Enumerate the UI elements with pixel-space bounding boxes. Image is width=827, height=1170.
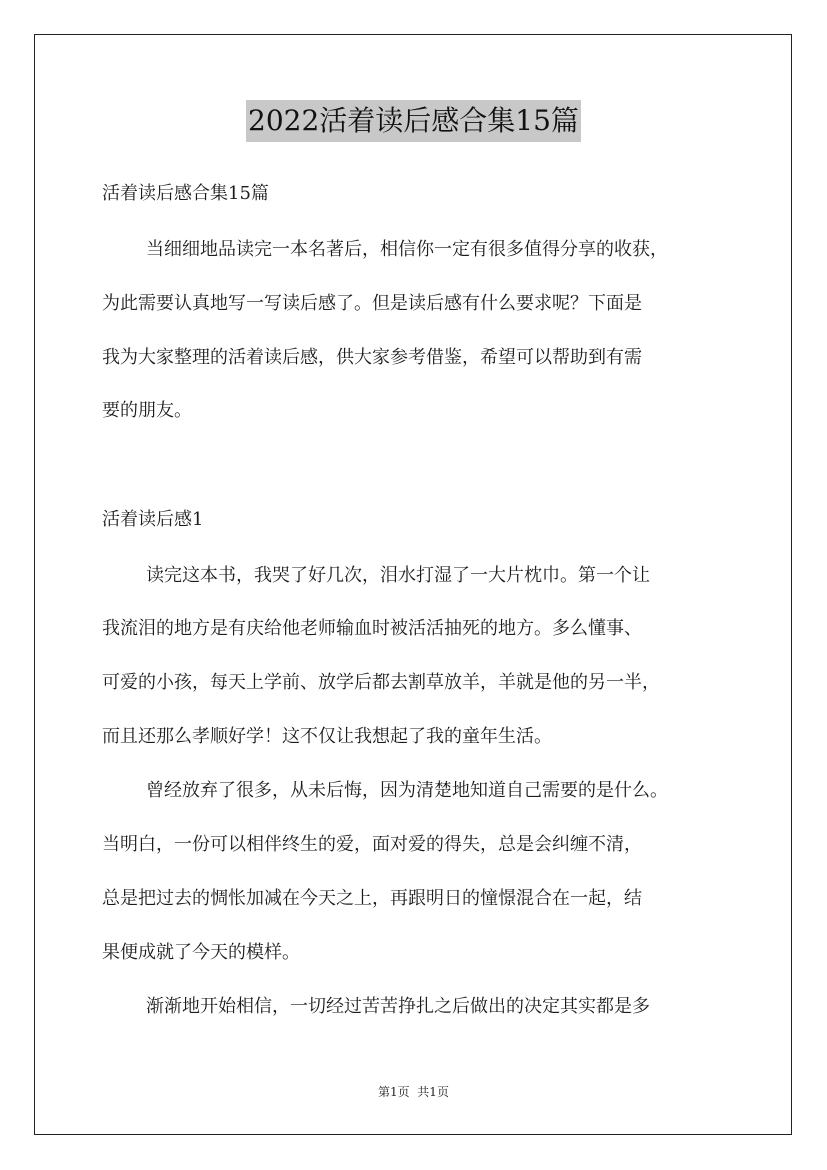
section-heading: 活着读后感1 [102, 509, 204, 530]
intro-line: 当细细地品读完一本名著后，相信你一定有很多值得分享的收获， [146, 239, 668, 260]
paragraph-line: 而且还那么孝顺好学！这不仅让我想起了我的童年生活。 [102, 726, 552, 747]
paragraph-line: 当明白，一份可以相伴终生的爱，面对爱的得失，总是会纠缠不清， [102, 834, 642, 855]
intro-line: 为此需要认真地写一写读后感了。但是读后感有什么要求呢？下面是 [102, 293, 642, 314]
paragraph-line: 总是把过去的惆怅加减在今天之上，再跟明日的憧憬混合在一起，结 [102, 888, 642, 909]
paragraph-line: 我流泪的地方是有庆给他老师输血时被活活抽死的地方。多么懂事、 [102, 618, 642, 639]
title-container [0, 100, 827, 142]
document-subtitle: 活着读后感合集15篇 [102, 183, 269, 204]
intro-line: 要的朋友。 [102, 400, 192, 421]
paragraph-line: 渐渐地开始相信，一切经过苦苦挣扎之后做出的决定其实都是多 [146, 996, 650, 1017]
paragraph-line: 果便成就了今天的模样。 [102, 942, 300, 963]
intro-line: 我为大家整理的活着读后感，供大家参考借鉴，希望可以帮助到有需 [102, 347, 642, 368]
document-title: 2022活着读后感合集15篇 [246, 100, 581, 142]
paragraph-line: 曾经放弃了很多，从未后悔，因为清楚地知道自己需要的是什么。 [146, 780, 668, 801]
paragraph-line: 读完这本书，我哭了好几次，泪水打湿了一大片枕巾。第一个让 [146, 565, 650, 586]
paragraph-line: 可爱的小孩，每天上学前、放学后都去割草放羊，羊就是他的另一半， [102, 672, 660, 693]
page-footer: 第1页 共1页 [378, 1085, 449, 1099]
